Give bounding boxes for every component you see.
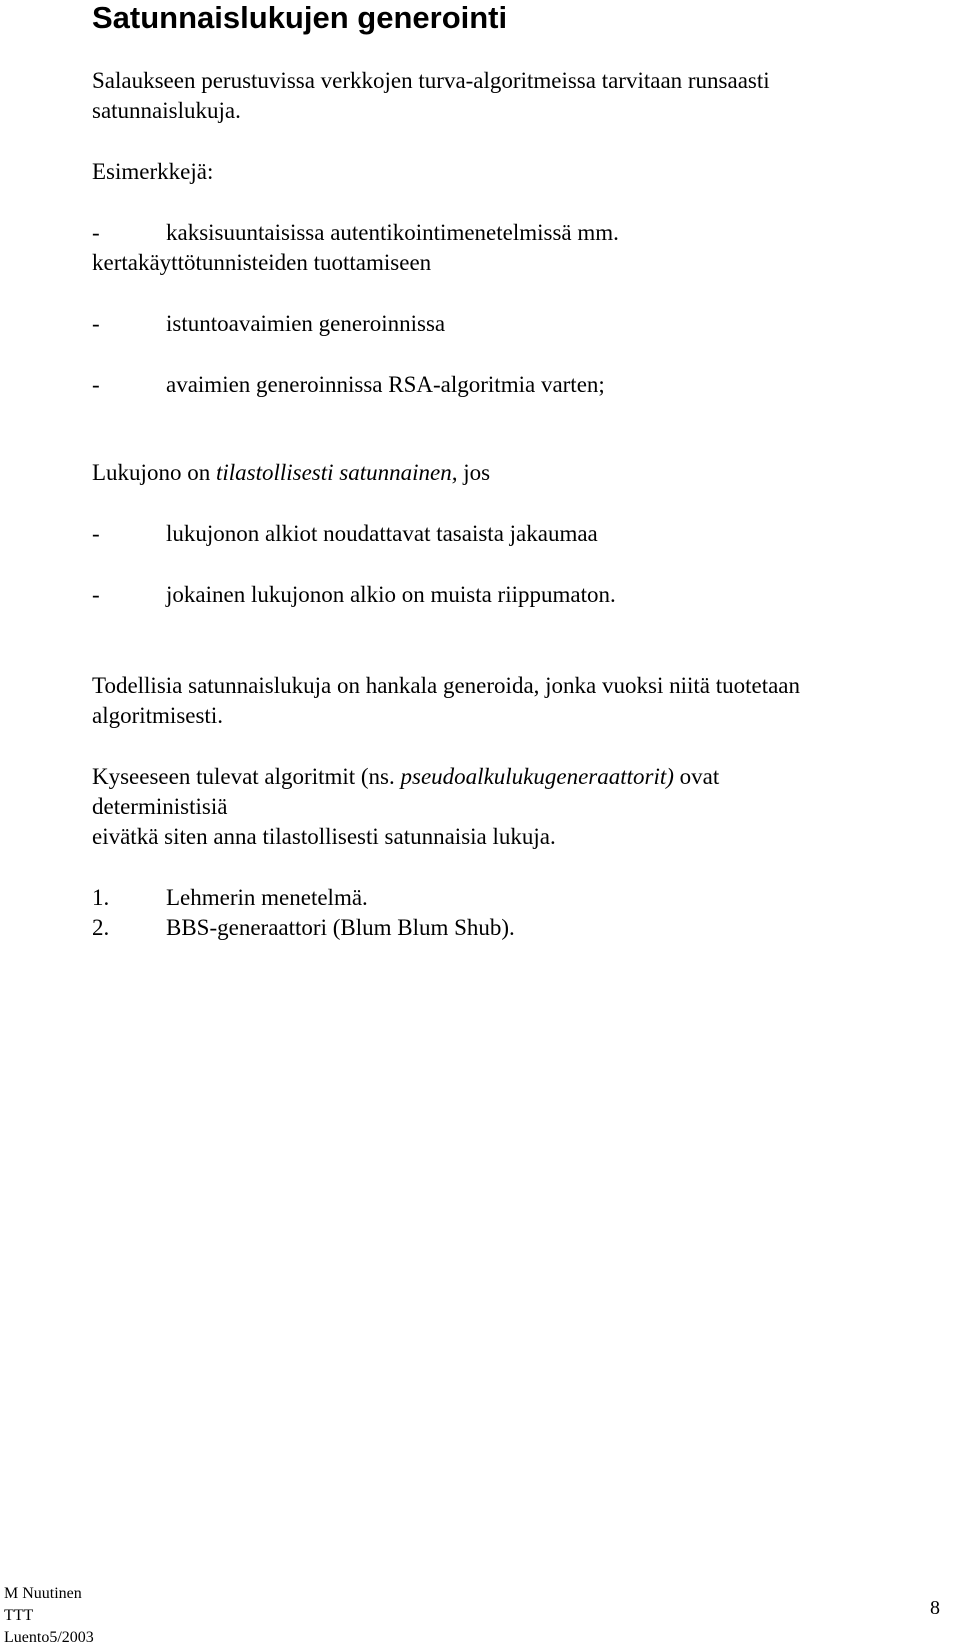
condition-item-1-text: lukujonon alkiot noudattavat tasaista jakaumaa [166, 521, 598, 546]
random-definition-emphasis: tilastollisesti satunnainen, [215, 460, 458, 485]
method-item-1-number: 1. [92, 885, 110, 910]
condition-item-2-text: jokainen lukujonon alkio on muista riippumaton. [166, 582, 616, 607]
random-definition-suffix: jos [457, 460, 491, 485]
para3-line-3: eivätkä siten anna tilastollisesti satunnaisia lukuja. [92, 824, 556, 849]
random-definition [92, 458, 490, 488]
page-title: Satunnaislukujen generointi [92, 0, 508, 35]
condition-item-2 [92, 580, 932, 610]
bullet-dash: - [92, 582, 100, 607]
example-item-3-text: avaimien generoinnissa RSA-algoritmia varten; [166, 372, 605, 397]
method-item-2-number: 2. [92, 915, 110, 940]
bullet-dash: - [92, 372, 100, 397]
footer-lecture: Luento5/2003 [4, 1629, 94, 1646]
para3-line-2: deterministisiä [92, 794, 228, 819]
example-item-1-continuation: kertakäyttötunnisteiden tuottamiseen [92, 250, 432, 275]
intro-line-2: satunnaislukuja. [92, 98, 241, 123]
para2-line-1: Todellisia satunnaislukuja on hankala generoida, jonka vuoksi niitä tuotetaan [92, 673, 801, 698]
page-number: 8 [930, 1597, 940, 1619]
footer-course: TTT [4, 1607, 34, 1624]
para2-line-2: algoritmisesti. [92, 703, 223, 728]
condition-item-1 [92, 519, 932, 549]
bullet-dash: - [92, 311, 100, 336]
example-item-3 [92, 370, 932, 400]
method-item-2 [92, 913, 932, 943]
para3-prefix: Kyseeseen tulevat algoritmit (ns. [92, 764, 401, 789]
example-item-2 [92, 309, 932, 339]
method-item-1-text: Lehmerin menetelmä. [166, 885, 368, 910]
bullet-dash: - [92, 521, 100, 546]
example-item-1-text: kaksisuuntaisissa autentikointimenetelmissä mm. [166, 220, 619, 245]
para3-emphasis: pseudoalkulukugeneraattorit) [400, 764, 674, 789]
para3-suffix: ovat [673, 764, 720, 789]
footer-author: M Nuutinen [4, 1585, 82, 1602]
method-item-1 [92, 883, 932, 913]
para3-line-1 [92, 762, 719, 792]
method-item-2-text: BBS-generaattori (Blum Blum Shub). [166, 915, 515, 940]
bullet-dash: - [92, 220, 100, 245]
examples-heading: Esimerkkejä: [92, 159, 214, 184]
example-item-2-text: istuntoavaimien generoinnissa [166, 311, 446, 336]
random-definition-prefix: Lukujono on [92, 460, 216, 485]
intro-line-1: Salaukseen perustuvissa verkkojen turva-algoritmeissa tarvitaan runsaasti [92, 68, 770, 93]
